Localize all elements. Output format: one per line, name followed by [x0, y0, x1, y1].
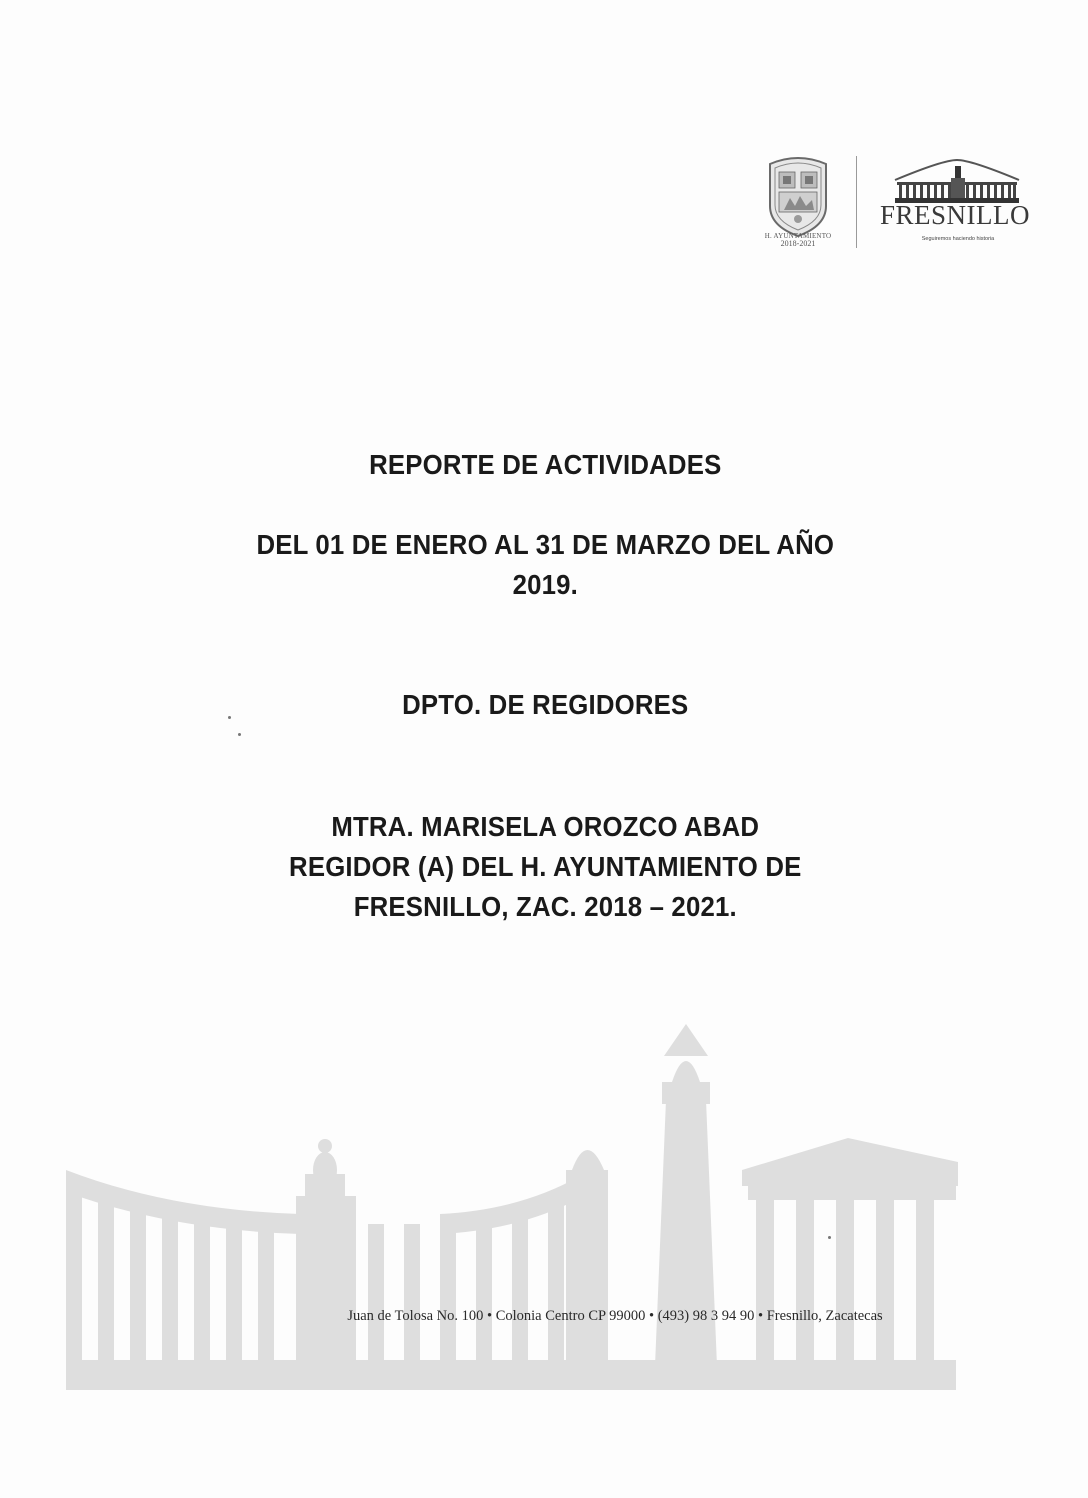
fresnillo-building-icon [893, 158, 1021, 204]
seal-caption-line1: H. AYUNTAMIENTO [764, 232, 832, 240]
brand-tagline: Seguiremos haciendo historia [921, 236, 995, 242]
seal-caption-line2: 2018-2021 [780, 239, 816, 248]
municipal-seal-icon [764, 154, 832, 238]
report-period-line1: DEL 01 DE ENERO AL 31 DE MARZO DEL AÑO [256, 529, 835, 560]
official-name: MTRA. MARISELA OROZCO ABAD [331, 811, 760, 842]
brand-name: FRESNILLO [880, 200, 1031, 230]
official-position-line2: FRESNILLO, ZAC. 2018 – 2021. [353, 891, 737, 922]
footer-address-text: Juan de Tolosa No. 100 • Colonia Centro CP 99000 • (493) 98 3 94 90 • Fresnillo, Zacatecas [347, 1308, 883, 1324]
department-name: DPTO. DE REGIDORES [402, 689, 689, 720]
header-logos [756, 150, 1046, 260]
report-period-line2: 2019. [512, 569, 578, 600]
scan-speck [228, 716, 231, 719]
fresnillo-skyline-watermark [0, 1020, 1088, 1410]
footer-address [0, 1308, 1088, 1325]
seal-caption [756, 232, 840, 248]
logo-divider [856, 156, 857, 248]
official-position-line1: REGIDOR (A) DEL H. AYUNTAMIENTO DE [289, 851, 802, 882]
scan-speck [238, 733, 241, 736]
report-title: REPORTE DE ACTIVIDADES [369, 449, 722, 480]
